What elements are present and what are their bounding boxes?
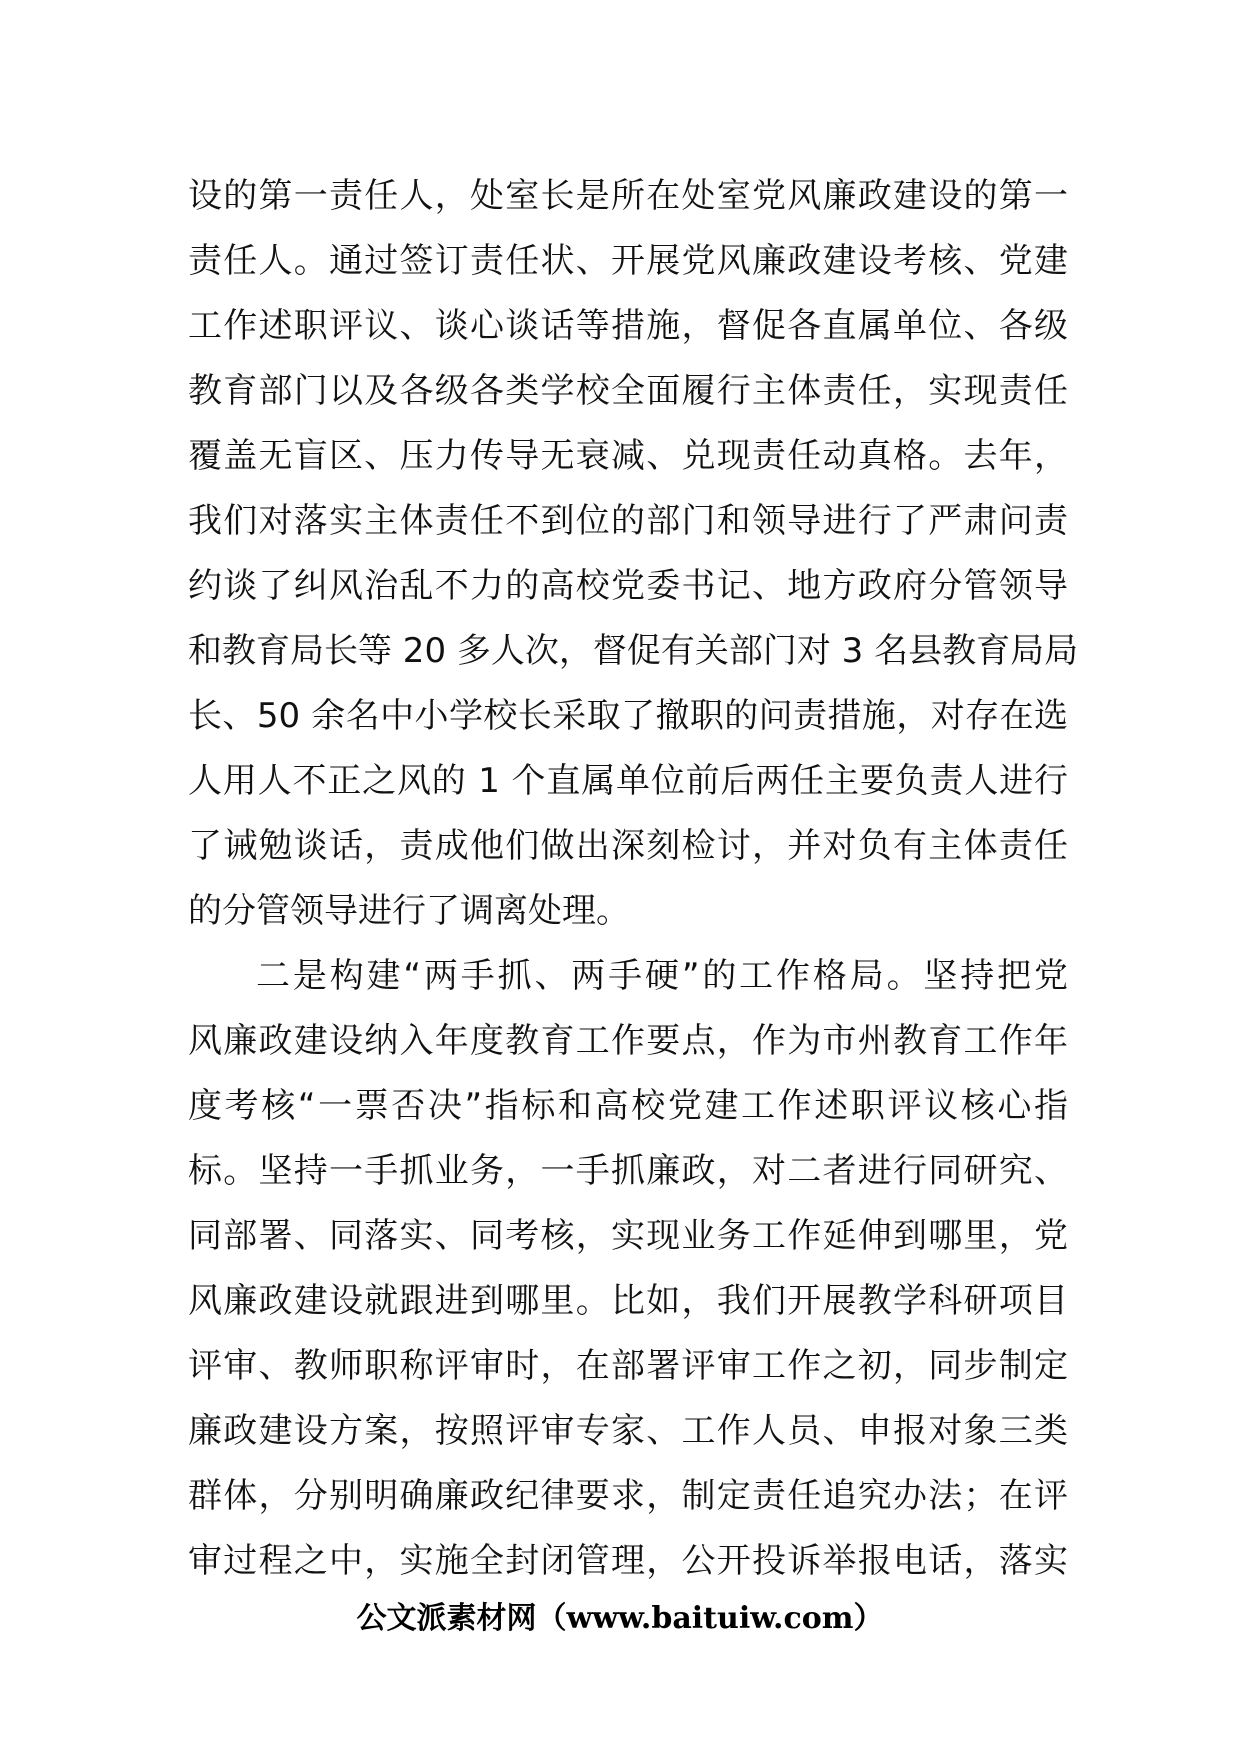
text-line: 责任人。通过签订责任状、开展党风廉政建设考核、党建	[188, 241, 1068, 281]
text-line: 了诫勉谈话，责成他们做出深刻检讨，并对负有主体责任	[188, 826, 1068, 866]
text-line: 廉政建设方案，按照评审专家、工作人员、申报对象三类	[188, 1411, 1068, 1451]
paragraph-start-line: 二是构建“两手抓、两手硬”的工作格局。坚持把党	[256, 956, 1068, 996]
document-body	[188, 164, 1079, 1594]
text-line: 评审、教师职称评审时，在部署评审工作之初，同步制定	[188, 1346, 1068, 1386]
text-line: 我们对落实主体责任不到位的部门和领导进行了严肃问责	[188, 501, 1068, 541]
text-line: 工作述职评议、谈心谈话等措施，督促各直属单位、各级	[188, 306, 1068, 346]
text-line: 人用人不正之风的 1 个直属单位前后两任主要负责人进行	[188, 761, 1068, 801]
text-line: 审过程之中，实施全封闭管理，公开投诉举报电话，落实	[188, 1541, 1068, 1581]
page-footer-watermark: 公文派素材网（www.baituiw.com）	[356, 1601, 884, 1636]
text-line: 风廉政建设就跟进到哪里。比如，我们开展教学科研项目	[188, 1281, 1068, 1321]
text-line: 长、50 余名中小学校长采取了撤职的问责措施，对存在选	[188, 696, 1068, 736]
text-line: 和教育局长等 20 多人次，督促有关部门对 3 名县教育局局	[188, 631, 1079, 671]
text-line: 教育部门以及各级各类学校全面履行主体责任，实现责任	[188, 371, 1068, 411]
text-line: 群体，分别明确廉政纪律要求，制定责任追究办法；在评	[188, 1476, 1068, 1516]
text-line: 度考核“一票否决”指标和高校党建工作述职评议核心指	[188, 1086, 1068, 1126]
text-line: 覆盖无盲区、压力传导无衰减、兑现责任动真格。去年，	[188, 436, 1068, 476]
text-line: 约谈了纠风治乱不力的高校党委书记、地方政府分管领导	[188, 566, 1068, 606]
text-line: 风廉政建设纳入年度教育工作要点，作为市州教育工作年	[188, 1021, 1068, 1061]
text-line: 同部署、同落实、同考核，实现业务工作延伸到哪里，党	[188, 1216, 1068, 1256]
paragraph-end-line: 的分管领导进行了调离处理。	[188, 891, 630, 931]
text-line: 标。坚持一手抓业务，一手抓廉政，对二者进行同研究、	[188, 1151, 1068, 1191]
text-line: 设的第一责任人，处室长是所在处室党风廉政建设的第一	[188, 176, 1068, 216]
